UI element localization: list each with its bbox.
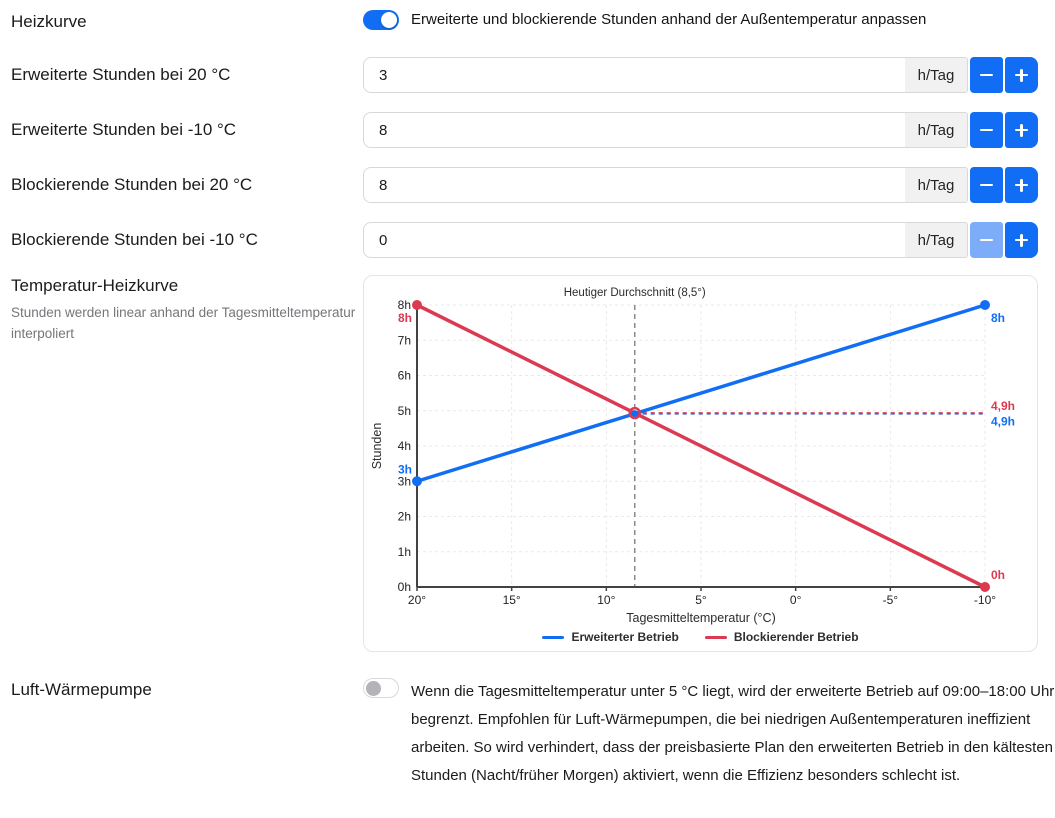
minus-icon <box>980 239 993 242</box>
extended-hours-20-minus-button[interactable] <box>970 57 1003 93</box>
extended-hours-minus10-label: Erweiterte Stunden bei -10 °C <box>11 120 237 139</box>
svg-text:4,9h: 4,9h <box>991 414 1016 429</box>
unit-suffix: h/Tag <box>905 113 967 147</box>
blocking-hours-minus10-field <box>363 222 968 258</box>
toggle-knob <box>366 681 381 696</box>
extended-hours-20-plus-button[interactable] <box>1005 57 1038 93</box>
extended-hours-minus10-minus-button[interactable] <box>970 112 1003 148</box>
temperature-curve-chart <box>364 276 1039 628</box>
heizkurve-row <box>11 10 1038 33</box>
svg-text:1h: 1h <box>397 544 411 559</box>
extended-hours-minus10-group <box>363 112 1038 148</box>
blocking-hours-minus10-group <box>363 222 1038 258</box>
minus-icon <box>980 184 993 187</box>
minus-icon <box>980 129 993 132</box>
svg-text:6h: 6h <box>397 368 411 383</box>
svg-text:-10°: -10° <box>973 593 997 607</box>
svg-text:0°: 0° <box>789 593 802 607</box>
extended-hours-20-label: Erweiterte Stunden bei 20 °C <box>11 65 231 84</box>
svg-text:15°: 15° <box>502 593 521 607</box>
extended-hours-minus10-input[interactable] <box>364 113 905 147</box>
chart-legend <box>364 628 1037 646</box>
minus-icon <box>980 74 993 77</box>
blocking-hours-minus10-minus-button[interactable] <box>970 222 1003 258</box>
heatpump-row <box>11 678 1055 790</box>
svg-text:2h: 2h <box>397 509 411 524</box>
blocking-hours-20-row <box>11 167 1038 203</box>
svg-text:20°: 20° <box>407 593 427 607</box>
svg-text:-5°: -5° <box>882 593 899 607</box>
svg-text:0h: 0h <box>991 568 1006 582</box>
blocking-hours-20-field <box>363 167 968 203</box>
y-axis-label: Stunden <box>370 422 384 470</box>
x-axis-label: Tagesmitteltemperatur (°C) <box>626 611 776 625</box>
unit-suffix: h/Tag <box>905 58 967 92</box>
svg-text:8h: 8h <box>397 298 411 312</box>
blocking-hours-20-plus-button[interactable] <box>1005 167 1038 203</box>
blocking-hours-20-group <box>363 167 1038 203</box>
svg-text:3h: 3h <box>397 474 411 489</box>
extended-hours-20-input[interactable] <box>364 58 905 92</box>
svg-text:7h: 7h <box>397 333 411 348</box>
extended-hours-20-field <box>363 57 968 93</box>
chart-title: Heutiger Durchschnitt (8,5°) <box>563 287 706 299</box>
legend-extended-swatch <box>542 636 564 639</box>
svg-text:0h: 0h <box>397 580 411 594</box>
legend-extended-label: Erweiterter Betrieb <box>571 630 679 644</box>
extended-hours-20-group <box>363 57 1038 93</box>
heatpump-label: Luft-Wärmepumpe <box>11 680 152 699</box>
temperature-curve-row <box>11 275 1038 652</box>
legend-blocking-swatch <box>705 636 727 639</box>
temperature-curve-card <box>363 275 1038 652</box>
blocking-hours-20-minus-button[interactable] <box>970 167 1003 203</box>
unit-suffix: h/Tag <box>905 168 967 202</box>
heizkurve-description: Erweiterte und blockierende Stunden anhand der Außentemperatur anpassen <box>411 11 927 28</box>
svg-text:10°: 10° <box>597 593 616 607</box>
chart-section-header <box>11 275 363 344</box>
blocking-hours-minus10-row <box>11 222 1038 258</box>
extended-hours-minus10-field <box>363 112 968 148</box>
extended-hours-20-row <box>11 57 1038 93</box>
heatpump-description: Wenn die Tagesmitteltemperatur unter 5 °C liegt, wird der erweiterte Betrieb auf 09:00–18:00 Uhr begrenzt. Empfohlen für Luft-Wärmepumpen, die bei niedrigen Außentemperaturen ineffizient arbeiten. So wird verhindert, dass der preisbasierte Plan den erweiterten Betrieb in den kältesten Stunden (Nacht/früher Morgen) aktiviert, wenn die Effizienz besonders schlecht ist. <box>411 683 1055 784</box>
heatpump-toggle[interactable] <box>363 678 399 698</box>
unit-suffix: h/Tag <box>905 223 967 257</box>
blocking-hours-20-label: Blockierende Stunden bei 20 °C <box>11 175 253 194</box>
blocking-hours-minus10-label: Blockierende Stunden bei -10 °C <box>11 230 258 249</box>
legend-blocking-label: Blockierender Betrieb <box>733 630 859 644</box>
blocking-hours-minus10-plus-button[interactable] <box>1005 222 1038 258</box>
extended-hours-minus10-plus-button[interactable] <box>1005 112 1038 148</box>
blocking-hours-minus10-input[interactable] <box>364 223 905 257</box>
legend-extended <box>542 630 678 644</box>
svg-text:5°: 5° <box>695 593 707 607</box>
blocking-hours-20-input[interactable] <box>364 168 905 202</box>
heizkurve-label: Heizkurve <box>11 12 87 31</box>
chart-section-title: Temperatur-Heizkurve <box>11 276 179 295</box>
toggle-knob <box>381 12 397 28</box>
legend-blocking <box>705 630 859 644</box>
svg-text:8h: 8h <box>397 311 412 325</box>
heatpump-control <box>363 678 1055 790</box>
svg-text:4,9h: 4,9h <box>991 399 1016 414</box>
heizkurve-control <box>363 10 1038 30</box>
chart-section-subtitle: Stunden werden linear anhand der Tagesmitteltemperatur interpoliert <box>11 305 356 341</box>
svg-text:8h: 8h <box>991 311 1006 325</box>
svg-text:4h: 4h <box>397 439 411 453</box>
svg-text:3h: 3h <box>397 462 412 477</box>
svg-text:5h: 5h <box>397 403 411 418</box>
heizkurve-toggle[interactable] <box>363 10 399 30</box>
extended-hours-minus10-row <box>11 112 1038 148</box>
